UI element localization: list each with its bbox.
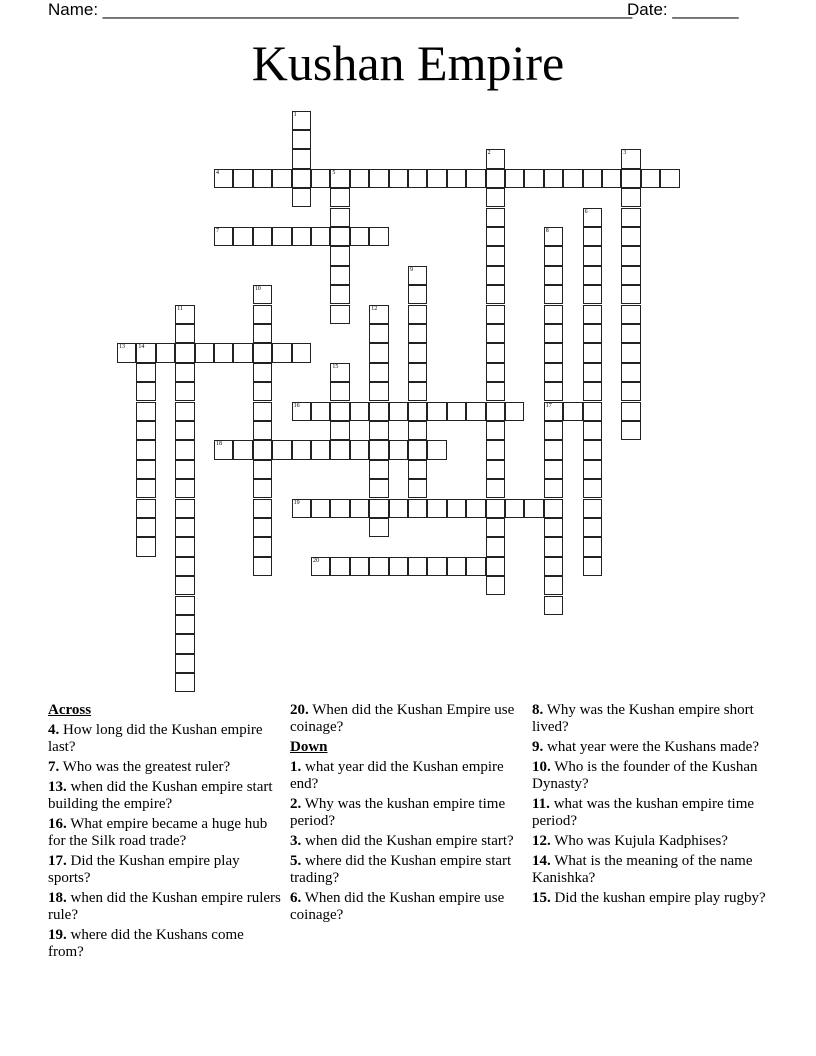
grid-number: 1 [293,111,297,118]
grid-cell[interactable] [486,518,505,537]
grid-cell[interactable] [253,305,272,324]
grid-cell[interactable] [136,537,155,556]
clues-column-1 [48,702,283,964]
grid-cell[interactable] [583,557,602,576]
grid-cell[interactable] [350,169,369,188]
grid-cell[interactable] [175,363,194,382]
grid-cell[interactable] [389,557,408,576]
grid-cell[interactable] [621,246,640,265]
grid-cell[interactable] [427,440,446,459]
grid-cell[interactable] [175,596,194,615]
grid-cell[interactable] [253,402,272,421]
grid-cell[interactable] [330,188,349,207]
clue-down-2: 2. Why was the kushan empire time period? [290,796,506,829]
grid-cell[interactable] [369,440,388,459]
grid-cell[interactable] [136,440,155,459]
grid-cell[interactable] [621,382,640,401]
clue-across-17: 17. Did the Kushan empire play sports? [48,853,240,886]
grid-cell[interactable] [544,343,563,362]
grid-cell[interactable] [621,188,640,207]
grid-cell[interactable] [544,324,563,343]
grid-cell[interactable] [427,499,446,518]
grid-cell[interactable] [292,188,311,207]
grid-cell[interactable] [427,169,446,188]
grid-cell[interactable] [544,285,563,304]
grid-cell[interactable] [486,246,505,265]
grid-cell[interactable] [330,169,349,188]
grid-cell[interactable] [486,169,505,188]
grid-cell[interactable] [505,499,524,518]
grid-cell[interactable] [214,169,233,188]
grid-cell[interactable] [175,382,194,401]
grid-cell[interactable] [233,440,252,459]
grid-cell[interactable] [447,402,466,421]
grid-cell[interactable] [408,421,427,440]
grid-cell[interactable] [408,324,427,343]
grid-number: 12 [371,305,378,312]
grid-cell[interactable] [408,363,427,382]
grid-cell[interactable] [544,227,563,246]
grid-number: 3 [623,150,627,157]
grid-cell[interactable] [350,402,369,421]
grid-cell[interactable] [136,479,155,498]
grid-cell[interactable] [486,188,505,207]
grid-cell[interactable] [136,363,155,382]
grid-cell[interactable] [311,169,330,188]
grid-cell[interactable] [253,285,272,304]
grid-number: 4 [216,169,219,176]
grid-cell[interactable] [621,149,640,168]
grid-cell[interactable] [408,285,427,304]
grid-cell[interactable] [330,266,349,285]
grid-cell[interactable] [486,576,505,595]
grid-cell[interactable] [408,402,427,421]
grid-cell[interactable] [195,343,214,362]
grid-cell[interactable] [621,305,640,324]
grid-number: 10 [254,286,261,293]
grid-cell[interactable] [292,402,311,421]
grid-cell[interactable] [621,208,640,227]
grid-cell[interactable] [175,654,194,673]
clue-across-4: 4. How long did the Kushan empire last? [48,722,263,755]
grid-number: 20 [313,557,319,564]
grid-cell[interactable] [175,460,194,479]
grid-number: 14 [138,344,145,351]
clue-down-15: 15. Did the kushan empire play rugby? [532,890,766,906]
grid-cell[interactable] [369,305,388,324]
grid-cell[interactable] [330,421,349,440]
grid-cell[interactable] [369,324,388,343]
grid-cell[interactable] [583,440,602,459]
grid-cell[interactable] [369,460,388,479]
grid-cell[interactable] [486,440,505,459]
grid-cell[interactable] [408,169,427,188]
clue-down-6: 6. When did the Kushan empire use coinage? [290,890,505,923]
grid-cell[interactable] [136,421,155,440]
grid-number: 17 [545,402,552,409]
grid-cell[interactable] [544,169,563,188]
grid-cell[interactable] [253,537,272,556]
grid-cell[interactable] [253,324,272,343]
grid-cell[interactable] [214,227,233,246]
down-heading: Down [290,739,328,755]
grid-cell[interactable] [369,402,388,421]
grid-cell[interactable] [660,169,679,188]
grid-cell[interactable] [583,246,602,265]
grid-cell[interactable] [544,266,563,285]
grid-cell[interactable] [253,227,272,246]
clue-down-10: 10. Who is the founder of the Kushan Dynasty? [532,759,758,792]
grid-cell[interactable] [350,557,369,576]
grid-cell[interactable] [330,440,349,459]
grid-cell[interactable] [272,343,291,362]
grid-cell[interactable] [136,402,155,421]
grid-number: 13 [119,344,125,351]
grid-cell[interactable] [272,440,291,459]
grid-cell[interactable] [427,557,446,576]
grid-cell[interactable] [253,382,272,401]
grid-cell[interactable] [544,246,563,265]
grid-cell[interactable] [505,169,524,188]
grid-cell[interactable] [524,169,543,188]
grid-cell[interactable] [330,227,349,246]
grid-cell[interactable] [292,499,311,518]
grid-cell[interactable] [175,343,194,362]
grid-cell[interactable] [330,557,349,576]
grid-cell[interactable] [621,285,640,304]
grid-cell[interactable] [369,499,388,518]
grid-cell[interactable] [544,596,563,615]
grid-cell[interactable] [466,557,485,576]
grid-cell[interactable] [583,305,602,324]
grid-cell[interactable] [583,382,602,401]
name-field-label: Name: ________________________________________________________ [48,0,633,19]
grid-cell[interactable] [621,343,640,362]
grid-cell[interactable] [621,266,640,285]
grid-cell[interactable] [253,169,272,188]
clue-down-9: 9. what year were the Kushans made? [532,739,759,755]
grid-cell[interactable] [408,479,427,498]
clue-across-20: 20. When did the Kushan Empire use coinage? [290,702,515,735]
grid-cell[interactable] [466,499,485,518]
grid-cell[interactable] [544,460,563,479]
grid-cell[interactable] [583,266,602,285]
grid-cell[interactable] [175,615,194,634]
grid-cell[interactable] [311,402,330,421]
grid-cell[interactable] [447,169,466,188]
grid-cell[interactable] [369,382,388,401]
grid-cell[interactable] [175,557,194,576]
grid-cell[interactable] [330,382,349,401]
grid-cell[interactable] [583,343,602,362]
grid-cell[interactable] [350,440,369,459]
grid-cell[interactable] [621,402,640,421]
grid-cell[interactable] [544,518,563,537]
grid-cell[interactable] [311,499,330,518]
grid-cell[interactable] [389,440,408,459]
grid-cell[interactable] [563,169,582,188]
grid-cell[interactable] [214,440,233,459]
grid-cell[interactable] [311,557,330,576]
grid-cell[interactable] [544,363,563,382]
grid-number: 19 [293,499,300,506]
grid-cell[interactable] [175,673,194,692]
clue-down-12: 12. Who was Kujula Kadphises? [532,833,728,849]
grid-cell[interactable] [583,518,602,537]
grid-cell[interactable] [292,227,311,246]
grid-cell[interactable] [330,246,349,265]
grid-cell[interactable] [389,402,408,421]
grid-cell[interactable] [486,266,505,285]
grid-cell[interactable] [369,518,388,537]
clues-column-2 [290,702,525,927]
grid-cell[interactable] [136,518,155,537]
grid-cell[interactable] [544,440,563,459]
grid-cell[interactable] [350,499,369,518]
grid-cell[interactable] [427,402,446,421]
grid-cell[interactable] [233,169,252,188]
clue-down-1: 1. what year did the Kushan empire end? [290,759,504,792]
grid-cell[interactable] [292,343,311,362]
grid-number: 2 [487,150,491,157]
clue-across-16: 16. What empire became a huge hub for the Silk road trade? [48,816,268,849]
clue-down-8: 8. Why was the Kushan empire short lived? [532,702,754,735]
grid-cell[interactable] [583,324,602,343]
grid-cell[interactable] [524,499,543,518]
clue-across-7: 7. Who was the greatest ruler? [48,759,231,775]
grid-cell[interactable] [292,169,311,188]
grid-cell[interactable] [621,363,640,382]
across-heading: Across [48,702,92,718]
grid-number: 5 [332,169,336,176]
grid-cell[interactable] [466,402,485,421]
grid-cell[interactable] [233,227,252,246]
grid-cell[interactable] [544,479,563,498]
grid-cell[interactable] [544,305,563,324]
grid-cell[interactable] [156,343,175,362]
grid-cell[interactable] [408,343,427,362]
grid-cell[interactable] [253,460,272,479]
grid-cell[interactable] [486,227,505,246]
grid-cell[interactable] [330,363,349,382]
grid-cell[interactable] [486,305,505,324]
grid-cell[interactable] [253,557,272,576]
grid-cell[interactable] [583,208,602,227]
grid-cell[interactable] [486,537,505,556]
grid-cell[interactable] [621,421,640,440]
grid-cell[interactable] [253,440,272,459]
grid-cell[interactable] [136,343,155,362]
grid-cell[interactable] [408,266,427,285]
grid-cell[interactable] [136,460,155,479]
grid-cell[interactable] [408,557,427,576]
grid-cell[interactable] [544,421,563,440]
grid-cell[interactable] [369,421,388,440]
grid-cell[interactable] [583,169,602,188]
grid-cell[interactable] [330,208,349,227]
grid-cell[interactable] [175,634,194,653]
grid-cell[interactable] [583,499,602,518]
grid-cell[interactable] [369,557,388,576]
grid-cell[interactable] [583,460,602,479]
grid-cell[interactable] [486,343,505,362]
grid-cell[interactable] [136,499,155,518]
clue-across-18: 18. when did the Kushan empire rulers rule? [48,890,281,923]
grid-cell[interactable] [486,460,505,479]
grid-cell[interactable] [350,227,369,246]
grid-cell[interactable] [447,499,466,518]
clues-column-3 [532,702,767,910]
grid-cell[interactable] [389,499,408,518]
grid-cell[interactable] [486,499,505,518]
grid-cell[interactable] [544,537,563,556]
grid-cell[interactable] [272,169,291,188]
grid-cell[interactable] [486,324,505,343]
grid-cell[interactable] [369,343,388,362]
grid-number: 15 [332,363,339,370]
grid-cell[interactable] [311,440,330,459]
grid-cell[interactable] [253,518,272,537]
grid-cell[interactable] [486,363,505,382]
grid-cell[interactable] [408,440,427,459]
grid-cell[interactable] [583,227,602,246]
grid-cell[interactable] [253,343,272,362]
grid-cell[interactable] [602,169,621,188]
grid-cell[interactable] [233,343,252,362]
clue-across-19: 19. where did the Kushans come from? [48,927,244,960]
grid-cell[interactable] [330,305,349,324]
grid-cell[interactable] [544,499,563,518]
grid-cell[interactable] [175,479,194,498]
grid-cell[interactable] [583,537,602,556]
grid-cell[interactable] [136,382,155,401]
page-title: Kushan Empire [251,35,565,91]
grid-number: 11 [177,305,183,312]
clue-down-11: 11. what was the kushan empire time period? [532,796,755,829]
grid-number: 16 [293,402,300,409]
grid-cell[interactable] [175,518,194,537]
grid-cell[interactable] [369,479,388,498]
grid-cell[interactable] [583,479,602,498]
grid-cell[interactable] [486,402,505,421]
grid-cell[interactable] [486,479,505,498]
grid-cell[interactable] [253,421,272,440]
grid-cell[interactable] [253,479,272,498]
grid-cell[interactable] [408,305,427,324]
grid-number: 8 [545,227,549,234]
grid-cell[interactable] [292,111,311,130]
grid-cell[interactable] [214,343,233,362]
grid-cell[interactable] [292,130,311,149]
grid-number: 9 [410,266,413,273]
grid-cell[interactable] [330,402,349,421]
grid-cell[interactable] [369,169,388,188]
grid-cell[interactable] [292,440,311,459]
grid-cell[interactable] [563,402,582,421]
clue-across-13: 13. when did the Kushan empire start building the empire? [48,779,273,812]
grid-cell[interactable] [175,499,194,518]
grid-cell[interactable] [330,285,349,304]
grid-cell[interactable] [583,285,602,304]
grid-cell[interactable] [641,169,660,188]
grid-cell[interactable] [486,285,505,304]
grid-cell[interactable] [621,324,640,343]
grid-cell[interactable] [408,382,427,401]
grid-cell[interactable] [621,227,640,246]
clue-down-5: 5. where did the Kushan empire start trading? [290,853,512,886]
grid-cell[interactable] [583,363,602,382]
grid-cell[interactable] [408,460,427,479]
grid-cell[interactable] [486,421,505,440]
grid-cell[interactable] [175,440,194,459]
grid-cell[interactable] [447,557,466,576]
grid-cell[interactable] [583,421,602,440]
grid-cell[interactable] [311,227,330,246]
grid-cell[interactable] [486,208,505,227]
grid-cell[interactable] [486,149,505,168]
grid-cell[interactable] [486,557,505,576]
grid-cell[interactable] [175,402,194,421]
grid-cell[interactable] [330,499,349,518]
grid-cell[interactable] [544,576,563,595]
grid-cell[interactable] [621,169,640,188]
grid-cell[interactable] [272,227,291,246]
grid-number: 18 [216,441,222,448]
grid-number: 7 [216,227,219,234]
grid-cell[interactable] [369,363,388,382]
grid-cell[interactable] [253,363,272,382]
grid-cell[interactable] [175,576,194,595]
clue-down-14: 14. What is the meaning of the name Kanishka? [532,853,753,886]
grid-cell[interactable] [583,402,602,421]
grid-cell[interactable] [369,227,388,246]
grid-cell[interactable] [117,343,136,362]
grid-cell[interactable] [466,169,485,188]
grid-cell[interactable] [175,537,194,556]
clue-down-3: 3. when did the Kushan empire start? [290,833,514,849]
grid-cell[interactable] [253,499,272,518]
grid-cell[interactable] [175,421,194,440]
grid-cell[interactable] [544,402,563,421]
date-field-label: Date: _______ [627,0,739,19]
grid-cell[interactable] [544,557,563,576]
grid-cell[interactable] [544,382,563,401]
grid-number: 6 [584,208,588,215]
grid-cell[interactable] [389,169,408,188]
grid-cell[interactable] [486,382,505,401]
grid-cell[interactable] [175,305,194,324]
grid-cell[interactable] [408,499,427,518]
grid-cell[interactable] [175,324,194,343]
grid-cell[interactable] [292,149,311,168]
grid-cell[interactable] [505,402,524,421]
